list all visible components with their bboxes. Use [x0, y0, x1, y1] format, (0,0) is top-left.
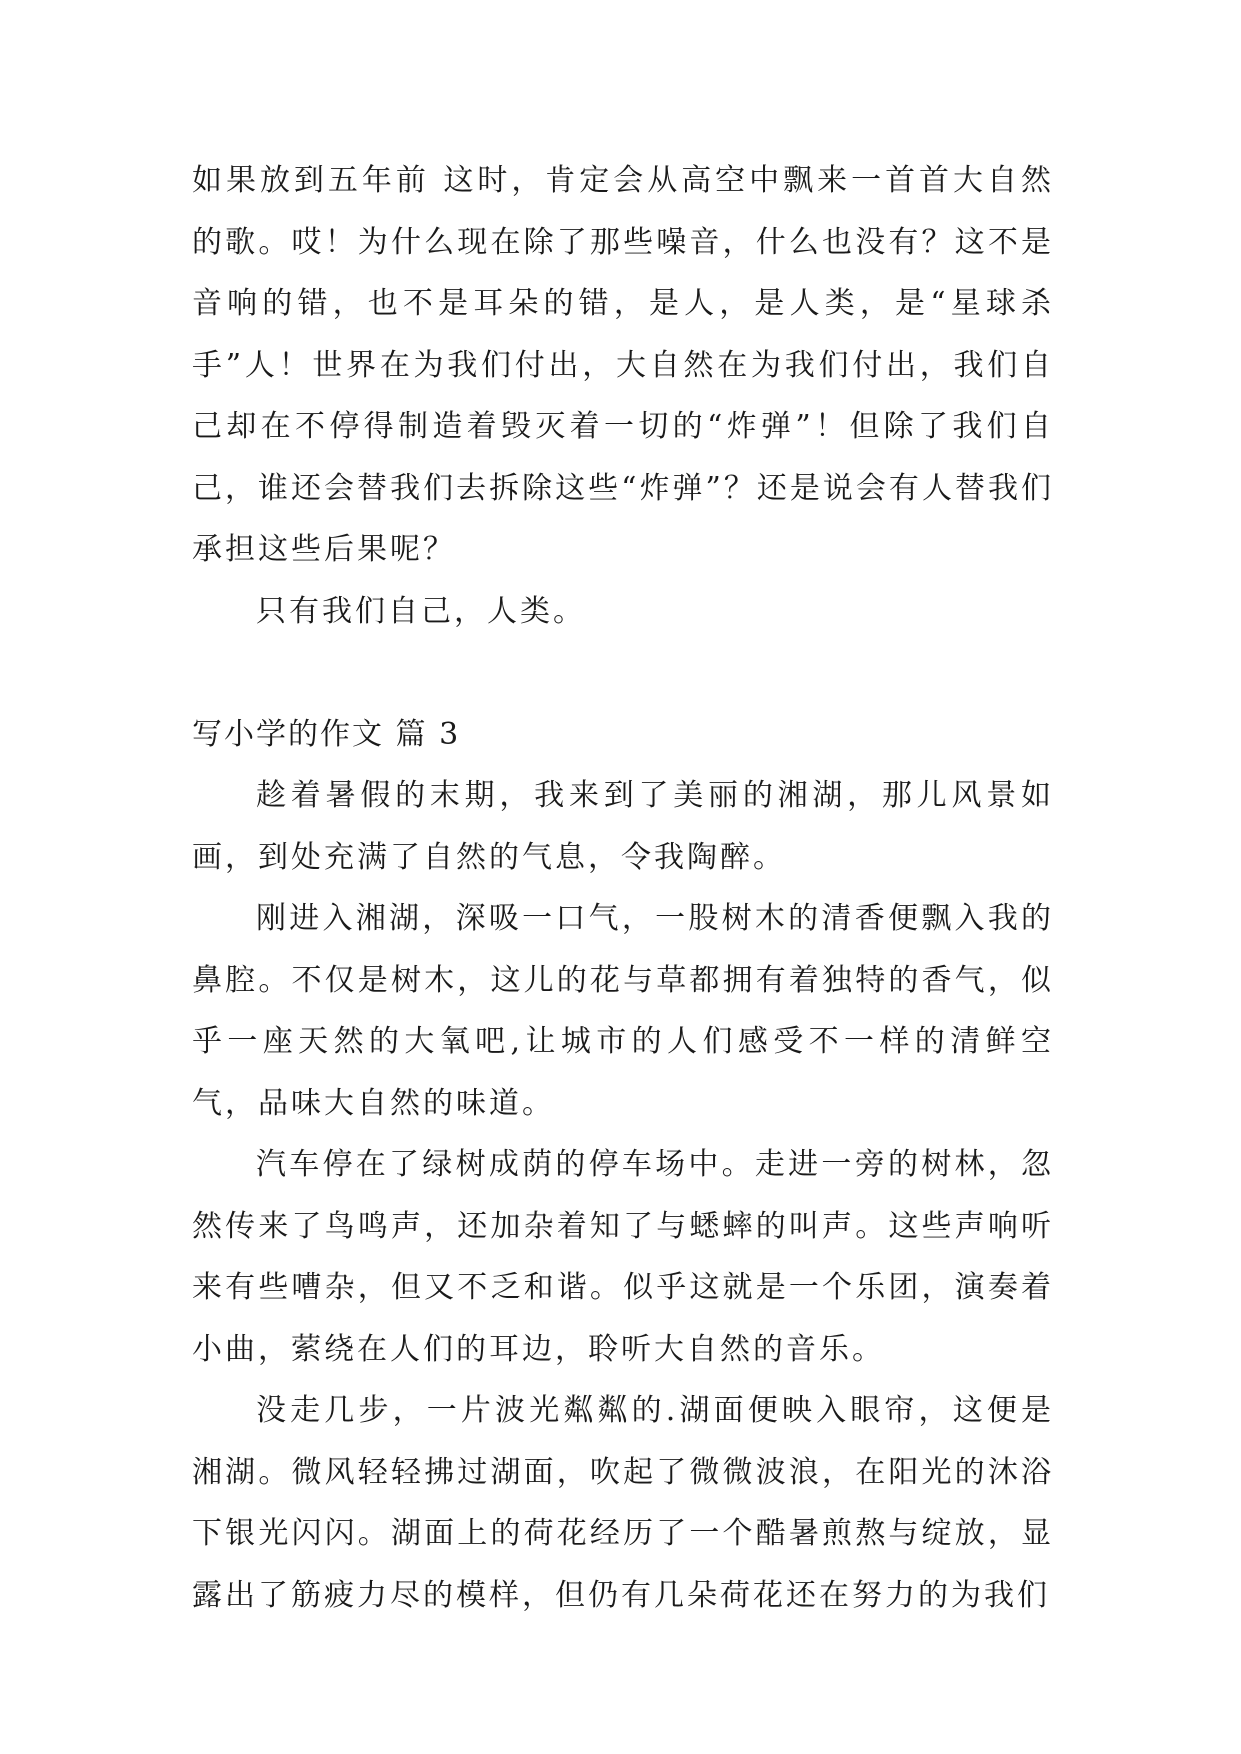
paragraph-conclusion: 只有我们自己，人类。	[256, 593, 586, 629]
paragraph-continuation: 如果放到五年前 这时，肯定会从高空中飘来一首首大自然的歌。哎！为什么现在除了那些噪音，什么也没有？这不是音响的错，也不是耳朵的错，是人，是人类，是“星球杀手”人！世界在为我们付出，大自然在为我们付出，我们自己却在不停得制造着毁灭着一切的“炸弹”！但除了我们自己，谁还会替我们去拆除这些“炸弹”？还是说会有人替我们承担这些后果呢？	[192, 163, 1054, 567]
document-page	[192, 150, 1054, 1626]
section-title: 写小学的作文 篇 3	[192, 716, 461, 752]
paragraph-4: 没走几步，一片波光粼粼的.湖面便映入眼帘，这便是湘湖。微风轻轻拂过湖面，吹起了微微波浪，在阳光的沐浴下银光闪闪。湖面上的荷花经历了一个酷暑煎熬与绽放，显露出了筋疲力尽的模样，但仍有几朵荷花还在努力的为我们	[192, 1393, 1054, 1613]
paragraph-2: 刚进入湘湖，深吸一口气，一股树木的清香便飘入我的鼻腔。不仅是树木，这儿的花与草都拥有着独特的香气，似乎一座天然的大氧吧,让城市的人们感受不一样的清鲜空气，品味大自然的味道。	[192, 901, 1054, 1121]
paragraph-1: 趁着暑假的末期，我来到了美丽的湘湖，那儿风景如画，到处充满了自然的气息，令我陶醉。	[192, 778, 1054, 875]
spacer	[192, 642, 1054, 704]
paragraph-3: 汽车停在了绿树成荫的停车场中。走进一旁的树林，忽然传来了鸟鸣声，还加杂着知了与蟋蟀的叫声。这些声响听来有些嘈杂，但又不乏和谐。似乎这就是一个乐团，演奏着小曲，萦绕在人们的耳边，聆听大自然的音乐。	[192, 1147, 1054, 1367]
